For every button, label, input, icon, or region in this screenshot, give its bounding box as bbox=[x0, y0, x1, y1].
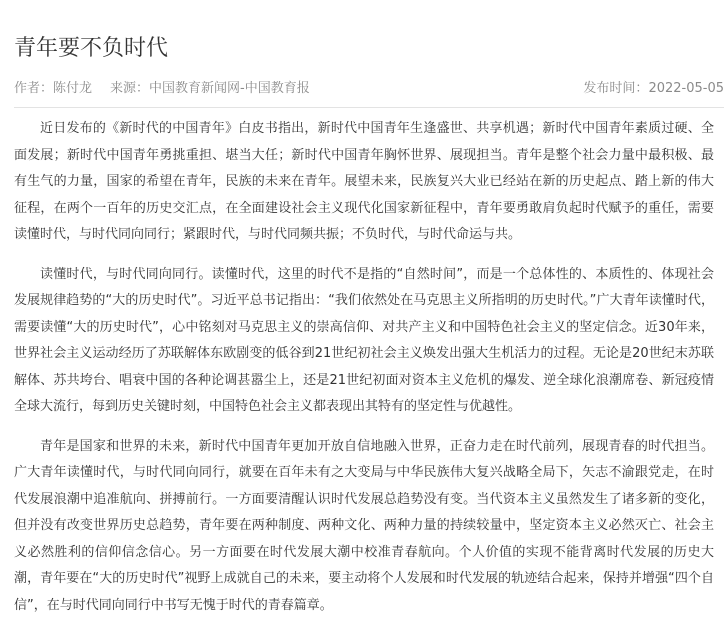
paragraph-3: 青年是国家和世界的未来，新时代中国青年更加开放自信地融入世界，正奋力走在时代前列，展现青春的时代担当。广大青年读懂时代，与时代同向同行，就要在百年未有之大变局与中华民族伟大复兴战略全局下，矢志不渝跟党走，在时代发展浪潮中追准航向、拼搏前行。一方面要清醒认识时代发展总趋势没有变。当代资本主义虽然发生了诸多新的变化，但并没有改变世界历史总趋势，青年要在两种制度、两种文化、两种力量的持续较量中，坚定资本主义必然灭亡、社会主义必然胜利的信仰信念信心。另一方面要在时代发展大潮中校准青春航向。个人价值的实现不能背离时代发展的历史大潮，青年要在“大的历史时代”视野上成就自己的未来，要主动将个人发展和时代发展的轨迹结合起来，保持并增强“四个自信”，在与时代同向同行中书写无愧于时代的青春篇章。 bbox=[14, 434, 714, 619]
author-name: 陈付龙 bbox=[53, 81, 92, 96]
article-meta bbox=[14, 78, 724, 100]
publish-time-label: 发布时间： bbox=[583, 81, 648, 96]
article-body bbox=[14, 116, 714, 584]
article-title: 青年要不负时代 bbox=[14, 34, 168, 64]
paragraph-1: 近日发布的《新时代的中国青年》白皮书指出，新时代中国青年生逢盛世、共享机遇；新时代中国青年素质过硬、全面发展；新时代中国青年勇挑重担、堪当大任；新时代中国青年胸怀世界、展现担当。青年是整个社会力量中最积极、最有生气的力量，国家的希望在青年，民族的未来在青年。展望未来，民族复兴大业已经站在新的历史起点、踏上新的伟大征程，在两个一百年的历史交汇点，在全面建设社会主义现代化国家新征程中，青年要勇敢肩负起时代赋予的重任，需要读懂时代，与时代同向同行；紧跟时代，与时代同频共振；不负时代，与时代命运与共。 bbox=[14, 116, 714, 249]
meta-divider bbox=[14, 107, 724, 108]
author-label: 作者： bbox=[14, 81, 53, 96]
source-label: 来源： bbox=[110, 81, 149, 96]
publish-time bbox=[583, 78, 724, 100]
publish-time-value: 2022-05-05 bbox=[648, 81, 724, 96]
source-name: 中国教育新闻网-中国教育报 bbox=[149, 81, 310, 96]
paragraph-2: 读懂时代，与时代同向同行。读懂时代，这里的时代不是指的“自然时间”，而是一个总体性的、本质性的、体现社会发展规律趋势的“大的历史时代”。习近平总书记指出：“我们依然处在马克思主义所指明的历史时代。”广大青年读懂时代，需要读懂“大的历史时代”，心中铭刻对马克思主义的崇高信仰、对共产主义和中国特色社会主义的坚定信念。近30年来，世界社会主义运动经历了苏联解体东欧剧变的低谷到21世纪初社会主义焕发出强大生机活力的过程。无论是20世纪末苏联解体、苏共垮台、唱衰中国的各种论调甚嚣尘上，还是21世纪初面对资本主义危机的爆发、逆全球化浪潮席卷、新冠疫情全球大流行，每到历史关键时刻，中国特色社会主义都表现出其特有的坚定性与优越性。 bbox=[14, 262, 714, 421]
